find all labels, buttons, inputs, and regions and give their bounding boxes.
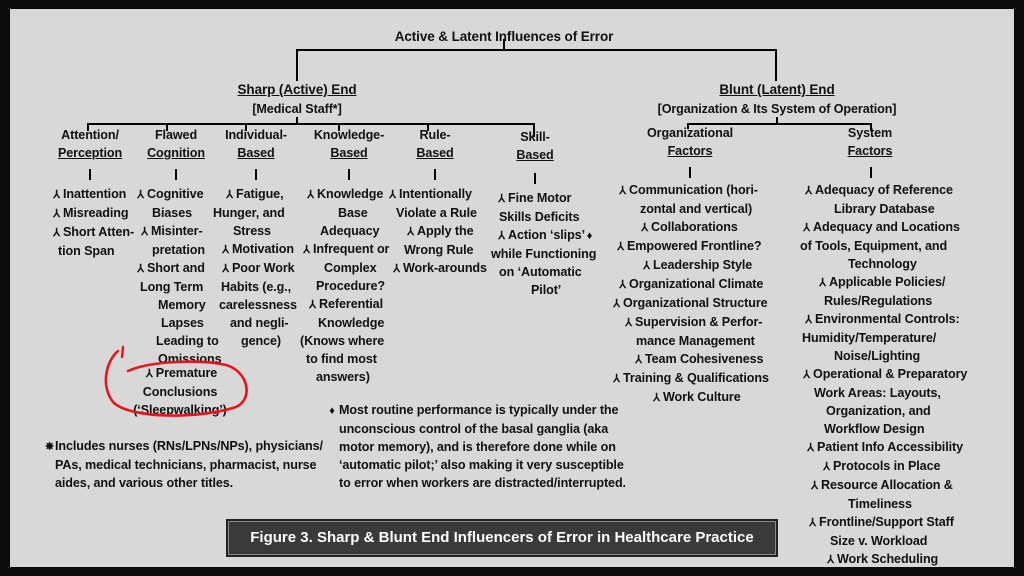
list-item: of Tools, Equipment, and (800, 239, 948, 253)
bullet-icon: ⅄ (625, 317, 632, 329)
list-item: ⅄ Applicable Policies/ (800, 273, 967, 292)
list-item: ⅄ Empowered Frontline? (610, 237, 769, 256)
list-item: ⅄ Adequacy and Locations (800, 218, 967, 237)
list-item: ⅄ Knowledge (300, 185, 389, 204)
list-item: Rules/Regulations (824, 294, 933, 308)
list-item: ⅄ Short Atten- (50, 223, 134, 242)
bullet-icon: ⅄ (303, 244, 310, 256)
list-item: Humidity/Temperature/ (802, 331, 937, 345)
list-item: Noise/Lighting (834, 349, 921, 363)
list-item: ⅄ Fatigue, (213, 185, 297, 204)
list-item: tion Span (58, 244, 115, 258)
list-item: (Knows where (300, 334, 385, 348)
col-header-skill: Skill- Based (516, 130, 554, 162)
list-item: answers) (316, 370, 370, 384)
bullet-icon: ⅄ (613, 298, 620, 310)
bullet-icon: ⅄ (635, 354, 642, 366)
col-header-system: System Factors (847, 126, 893, 158)
list-item: ⅄ Training & Qualifications (610, 369, 769, 388)
bullet-icon: ⅄ (145, 368, 153, 380)
red-circle-tick (122, 347, 123, 357)
list-item: ⅄ Resource Allocation & (800, 476, 967, 495)
list-item: Workflow Design (824, 422, 925, 436)
sharp-end-heading: Sharp (Active) End (237, 82, 357, 97)
bullet-icon: ⅄ (805, 185, 812, 197)
list-item: Work Areas: Layouts, (814, 386, 941, 400)
col-header-flawed-cognition: Flawed Cognition (147, 128, 205, 160)
col-header-organizational: Organizational Factors (646, 126, 734, 158)
bullet-icon: ⅄ (53, 189, 60, 201)
list-item: ⅄ Supervision & Perfor- (610, 313, 769, 332)
red-circle-annotation (106, 351, 247, 416)
list-item: Habits (e.g., (221, 280, 292, 294)
footnote-automatic-pilot: ♦ Most routine performance is typically under the unconscious control of the basal ganglia (aka motor memory), and is therefore done while on ‘automatic pilot;’ also making it very susceptible to error when workers are distracted/interrupted. (325, 401, 626, 492)
bullet-icon: ⅄ (619, 185, 626, 197)
list-item: Library Database (834, 202, 935, 216)
list-item: Hunger, and (213, 206, 285, 220)
list-item: ⅄ Communication (hori- (610, 181, 769, 200)
bullet-icon: ⅄ (641, 222, 648, 234)
bullet-icon: ⅄ (803, 369, 810, 381)
sharp-end-subheading: [Medical Staff*] (252, 102, 342, 116)
list-item: gence) (241, 334, 281, 348)
list-item: ⅄ Intentionally (386, 185, 487, 204)
bullet-icon: ⅄ (819, 277, 826, 289)
list-item: carelessness (219, 298, 297, 312)
list-item: ⅄ Short and (134, 259, 222, 278)
list-item: Technology (848, 257, 917, 271)
list-item: ⅄ Action ‘slips’ ♦ (491, 226, 596, 245)
diamond-icon: ♦ (329, 405, 335, 417)
bullet-icon: ⅄ (803, 222, 810, 234)
list-item: ⅄ Adequacy of Reference (800, 181, 967, 200)
bullet-icon: ⅄ (809, 517, 816, 529)
bullet-icon: ⅄ (307, 189, 314, 201)
list-item: ⅄ Environmental Controls: (800, 310, 967, 329)
list-item: Complex (324, 261, 377, 275)
list-item: Organization, and (826, 404, 931, 418)
list-item: ⅄ Collaborations (610, 218, 769, 237)
bullet-icon: ⅄ (393, 263, 400, 275)
bullet-icon: ⅄ (807, 442, 814, 454)
bullet-icon: ⅄ (141, 226, 148, 238)
footnote-staff: ✸Includes nurses (RNs/LPNs/NPs), physicians/ PAs, medical technicians, pharmacist, nurse aides, and various other titles. (44, 439, 323, 490)
list-item: and negli- (230, 316, 289, 330)
premature-conclusions: ⅄ Premature Conclusions (‘Sleepwalking’) (133, 366, 227, 417)
list-item: ⅄ Poor Work (213, 259, 297, 278)
list-item: ⅄ Patient Info Accessibility (800, 438, 967, 457)
col-header-knowledge: Knowledge- Based (313, 128, 385, 160)
col-header-attention: Attention/ Perception (57, 128, 123, 160)
list-item: ⅄ Infrequent or (300, 240, 389, 259)
list-item: zontal and vertical) (640, 202, 753, 216)
diamond-icon: ♦ (586, 230, 593, 242)
list-item: Biases (152, 206, 193, 220)
list-item: Base (338, 206, 368, 220)
bullet-icon: ⅄ (498, 230, 505, 242)
list-item: Adequacy (320, 224, 380, 238)
list-item: on ‘Automatic (499, 265, 582, 279)
list-item: Leading to (156, 334, 219, 348)
list-item: ⅄ Work Scheduling (800, 550, 967, 569)
bullet-icon: ⅄ (619, 279, 626, 291)
bullet-icon: ⅄ (407, 226, 414, 238)
list-item: ⅄ Organizational Structure (610, 294, 769, 313)
list-item: ⅄ Work-arounds (386, 259, 487, 278)
bullet-icon: ⅄ (823, 461, 830, 473)
star-icon: ✸ (44, 441, 55, 453)
list-item: Lapses (161, 316, 204, 330)
annotation-overlay (10, 9, 1014, 567)
list-item: Wrong Rule (404, 243, 474, 257)
list-item: mance Management (636, 334, 755, 348)
bullet-icon: ⅄ (811, 480, 818, 492)
bullet-icon: ⅄ (53, 227, 60, 239)
list-item: ⅄ Cognitive (134, 185, 222, 204)
figure-caption: Figure 3. Sharp & Blunt End Influencers of Error in Healthcare Practice (228, 521, 776, 555)
bullet-icon: ⅄ (309, 299, 316, 311)
list-item: ⅄ Misinter- (134, 222, 222, 241)
bullet-icon: ⅄ (498, 193, 505, 205)
list-item: Size v. Workload (830, 534, 928, 548)
bullet-icon: ⅄ (805, 314, 812, 326)
list-item: ⅄ Inattention (50, 185, 134, 204)
bullet-icon: ⅄ (226, 189, 233, 201)
list-item: ⅄ Organizational Climate (610, 275, 769, 294)
list-item: Timeliness (848, 497, 912, 511)
list-item: ⅄ Fine Motor (491, 189, 596, 208)
bullet-icon: ⅄ (53, 208, 60, 220)
bullet-icon: ⅄ (222, 244, 229, 256)
list-item: ⅄ Apply the (386, 222, 487, 241)
list-item: to find most (306, 352, 377, 366)
list-item: Skills Deficits (499, 210, 580, 224)
bullet-icon: ⅄ (653, 392, 660, 404)
col-header-individual: Individual- Based (225, 128, 287, 160)
list-item: ⅄ Work Culture (610, 388, 769, 407)
list-item: Procedure? (316, 279, 385, 293)
list-item: Memory (158, 298, 206, 312)
list-item: ⅄ Team Cohesiveness (610, 350, 769, 369)
list-item: Pilot’ (531, 283, 562, 297)
list-item: Omissions (158, 352, 222, 366)
list-item: ⅄ Misreading (50, 204, 134, 223)
list-item: ⅄ Operational & Preparatory (800, 365, 967, 384)
bullet-icon: ⅄ (617, 241, 624, 253)
bullet-icon: ⅄ (827, 554, 834, 566)
bullet-icon: ⅄ (613, 373, 620, 385)
blunt-end-subheading: [Organization & Its System of Operation] (657, 102, 897, 116)
list-item: while Functioning (491, 247, 597, 261)
bullet-icon: ⅄ (137, 263, 144, 275)
list-item: ⅄ Leadership Style (610, 256, 769, 275)
list-item: ⅄ Motivation (213, 240, 297, 259)
list-item: pretation (152, 243, 205, 257)
col-header-rule: Rule- Based (416, 128, 454, 160)
bullet-icon: ⅄ (643, 260, 650, 272)
list-item: ⅄ Referential (300, 295, 389, 314)
slide (10, 9, 1014, 567)
blunt-end-heading: Blunt (Latent) End (719, 82, 835, 97)
list-item: Knowledge (318, 316, 385, 330)
list-item: Violate a Rule (396, 206, 477, 220)
diagram-title: Active & Latent Influences of Error (394, 29, 614, 44)
list-item: ⅄ Frontline/Support Staff (800, 513, 967, 532)
bullet-icon: ⅄ (389, 189, 396, 201)
list-item: Long Term (140, 280, 204, 294)
list-item: ⅄ Protocols in Place (800, 457, 967, 476)
bullet-icon: ⅄ (137, 189, 144, 201)
list-item: Stress (233, 224, 271, 238)
bullet-icon: ⅄ (222, 263, 229, 275)
